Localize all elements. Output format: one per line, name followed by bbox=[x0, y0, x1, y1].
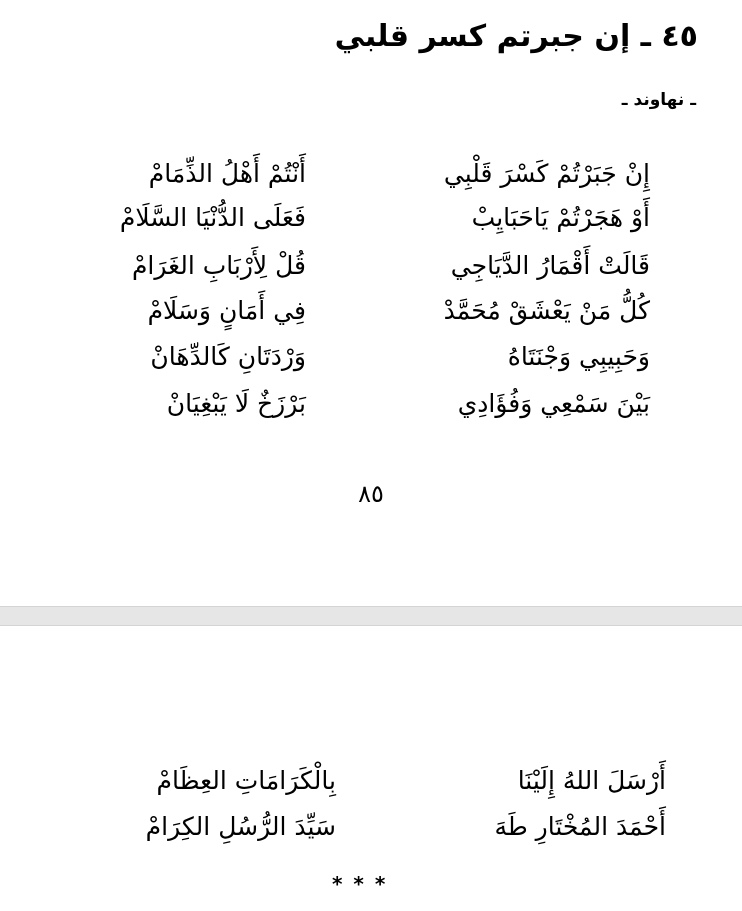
verse-1-second-hemistich: أَنْتُمْ أَهْلُ الذِّمَامْ bbox=[148, 159, 306, 188]
page-separator bbox=[0, 606, 742, 626]
verse-7-second-hemistich: بِالْكَرَامَاتِ العِظَامْ bbox=[156, 766, 336, 795]
poem-title: ٤٥ ـ إن جبرتم كسر قلبي bbox=[334, 19, 698, 54]
verse-2-second-hemistich: فَعَلَى الدُّنْيَا السَّلَامْ bbox=[119, 203, 306, 232]
book-page-bottom bbox=[0, 626, 742, 911]
maqam-label: ـ نهاوند ـ bbox=[621, 90, 696, 110]
verse-3-second-hemistich: قُلْ لِأَرْبَابِ الغَرَامْ bbox=[131, 251, 306, 280]
verse-6-first-hemistich: بَيْنَ سَمْعِي وَفُؤَادِي bbox=[457, 389, 650, 418]
verse-4-first-hemistich: كُلُّ مَنْ يَعْشَقْ مُحَمَّدْ bbox=[443, 296, 650, 325]
verse-1-first-hemistich: إِنْ جَبَرْتُمْ كَسْرَ قَلْبِي bbox=[443, 159, 650, 188]
verse-4-second-hemistich: فِي أَمَانٍ وَسَلَامْ bbox=[147, 296, 306, 325]
verse-3-first-hemistich: قَالَتْ أَقْمَارُ الدَّيَاجِي bbox=[450, 251, 650, 280]
verse-6-second-hemistich: بَرْزَخٌ لَا يَبْغِيَانْ bbox=[166, 389, 306, 418]
verse-5-first-hemistich: وَحَبِيبِي وَجْنَتَاهُ bbox=[507, 342, 650, 371]
verse-5-second-hemistich: وَرْدَتَانِ كَالدِّهَانْ bbox=[150, 342, 306, 371]
verse-2-first-hemistich: أَوْ هَجَرْتُمْ يَاحَبَايِبْ bbox=[471, 203, 650, 232]
verse-8-first-hemistich: أَحْمَدَ المُخْتَارِ طَهَ bbox=[494, 812, 666, 841]
verse-7-first-hemistich: أَرْسَلَ اللهُ إِلَيْنَا bbox=[517, 766, 666, 795]
page-number: ٨٥ bbox=[358, 480, 384, 508]
section-end-ornament: * * * bbox=[332, 872, 388, 896]
verse-8-second-hemistich: سَيِّدَ الرُّسُلِ الكِرَامْ bbox=[145, 812, 336, 841]
